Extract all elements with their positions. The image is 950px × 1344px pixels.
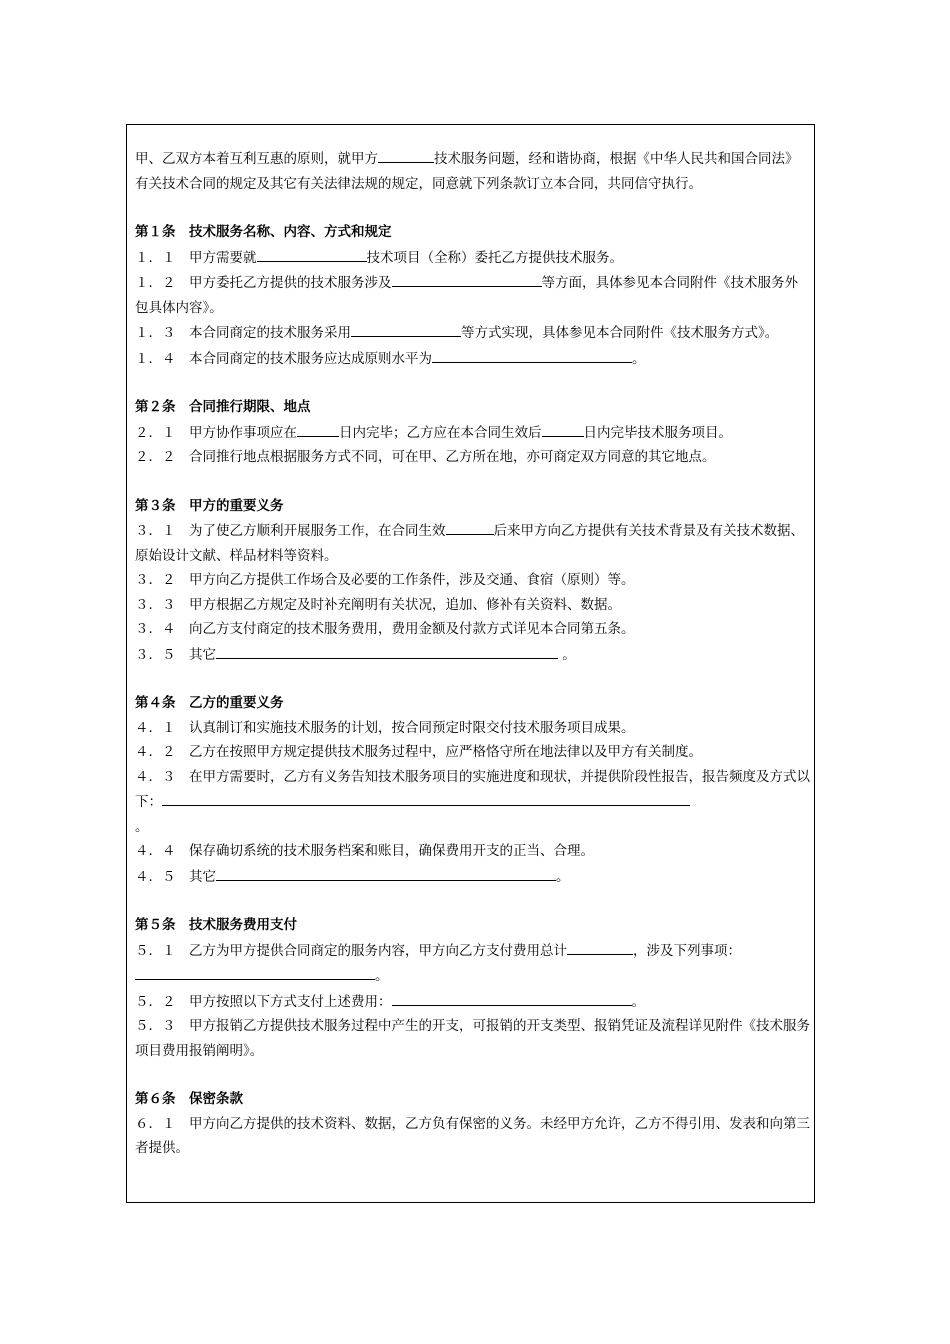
service-method-blank[interactable]	[351, 320, 461, 337]
clause-2-2: ２．２ 合同推行地点根据服务方式不同，可在甲、乙方所在地，亦可商定双方同意的其它地点。	[135, 449, 716, 465]
clause-4-4: ４．４ 保存确切系统的技术服务档案和账目，确保费用开支的正当、合理。	[135, 843, 594, 859]
section-1-title: 第１条 技术服务名称、内容、方式和规定	[135, 224, 392, 240]
clause-4-3: ４．３ 在甲方需要时，乙方有义务告知技术服务项目的实施进度和现状，并提供阶段性报告，报告频度及方式以下： 。	[135, 768, 810, 835]
clause-1-2: １．２ 甲方委托乙方提供的技术服务涉及 等方面，具体参见本合同附件《技术服务外包具体内容》。	[135, 270, 810, 320]
party-b-other-blank[interactable]	[216, 864, 556, 881]
party-a-days-blank[interactable]	[297, 420, 339, 437]
clause-1-4: １．４ 本合同商定的技术服务应达成原则水平为 。	[135, 346, 810, 372]
intro-text-cont: 技术服务问题，经和谐协商，根据《中华人民共和国合同法》有关技术合同的规定及其它有关法律法规的规定，同意就下列条款订立本合同，共同信守执行。	[135, 151, 799, 192]
party-a-other-blank[interactable]	[216, 642, 558, 659]
clause-4-2: ４．２ 乙方在按照甲方规定提供技术服务过程中，应严格恪守所在地法律以及甲方有关制度。	[135, 744, 702, 760]
clause-4-5: ４．５ 其它 。	[135, 864, 810, 890]
standard-level-blank[interactable]	[432, 346, 632, 363]
clause-6-1: ６．１ 甲方向乙方提供的技术资料、数据，乙方负有保密的义务。未经甲方允许，乙方不得引用、发表和向第三者提供。	[135, 1115, 810, 1156]
fee-items-blank[interactable]	[135, 963, 375, 980]
clause-2-1: ２．１ 甲方协作事项应在 日内完毕；乙方应在本合同生效后 日内完毕技术服务项目。	[135, 420, 810, 446]
clause-1-3: １．３ 本合同商定的技术服务采用 等方式实现，具体参见本合同附件《技术服务方式》。	[135, 320, 810, 346]
total-fee-blank[interactable]	[567, 938, 633, 955]
clause-3-5: ３．５ 其它 。	[135, 642, 810, 668]
party-a-blank[interactable]	[378, 146, 434, 163]
intro-text: 甲、乙双方本着互利互惠的原则，就甲方	[135, 151, 378, 167]
report-method-blank[interactable]	[162, 789, 690, 806]
section-2-title: 第２条 合同推行期限、地点	[135, 399, 311, 415]
section-3-title: 第３条 甲方的重要义务	[135, 497, 284, 514]
service-scope-blank[interactable]	[392, 270, 542, 287]
section-6-title: 第６条 保密条款	[135, 1091, 243, 1107]
clause-3-3: ３．３ 甲方根据乙方规定及时补充阐明有关状况，追加、修补有关资料、数据。	[135, 596, 621, 613]
clause-5-2: ５．２ 甲方按照以下方式支付上述费用： 。	[135, 989, 810, 1015]
clause-3-1: ３．１ 为了使乙方顺利开展服务工作，在合同生效 后来甲方向乙方提供有关技术背景及有关技术数据、原始设计文献、样品材料等资料。	[135, 518, 810, 568]
clause-4-1: ４．１ 认真制订和实施技术服务的计划，按合同预定时限交付技术服务项目成果。	[135, 719, 635, 736]
clause-1-1: １．１ 甲方需要就 技术项目（全称）委托乙方提供技术服务。	[135, 245, 810, 271]
effective-period-blank[interactable]	[446, 518, 494, 535]
contract-body	[135, 146, 810, 1161]
clause-3-2: ３．２ 甲方向乙方提供工作场合及必要的工作条件，涉及交通、食宿（原则）等。	[135, 572, 635, 588]
clause-3-4: ３．４ 向乙方支付商定的技术服务费用，费用金额及付款方式详见本合同第五条。	[135, 621, 635, 637]
payment-method-blank[interactable]	[392, 989, 632, 1006]
section-5-title: 第５条 技术服务费用支付	[135, 917, 297, 933]
project-name-blank[interactable]	[257, 245, 367, 262]
clause-5-1: ５．１ 乙方为甲方提供合同商定的服务内容，甲方向乙方支付费用总计 ，涉及下列事项：。	[135, 938, 810, 989]
section-4-title: 第４条 乙方的重要义务	[135, 695, 284, 711]
intro-paragraph	[135, 146, 810, 196]
party-b-days-blank[interactable]	[542, 420, 584, 437]
clause-5-3: ５．３ 甲方报销乙方提供技术服务过程中产生的开支，可报销的开支类型、报销凭证及流程详见附件《技术服务项目费用报销阐明》。	[135, 1018, 810, 1059]
